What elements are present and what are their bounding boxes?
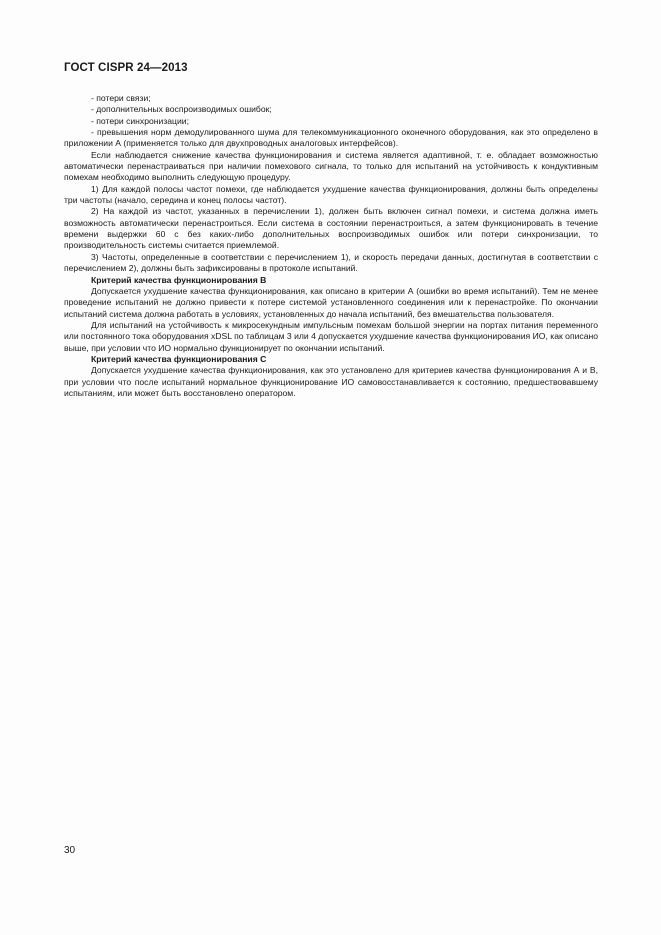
section-heading: Критерий качества функционирования С — [91, 353, 267, 364]
paragraph: - потери синхронизации; — [91, 115, 189, 126]
paragraph: 3) Частоты, определенные в соответствии с перечислением 1), и скорость передачи данных, достигнутая в соответствии с перечислением 2), должны быть зафиксированы в протоколе испытаний. — [64, 251, 598, 274]
paragraph: - потери связи; — [91, 93, 151, 103]
page-number: 30 — [64, 845, 76, 856]
paragraph: Если наблюдается снижение качества функционирования и система является адаптивной, т. е. обладает возможностью автоматически перенастраиваться при наличии помехового сигнала, то только для испытаний на устойчивость к кондуктивным помехам необходимо выполнить следующую процедуру. — [64, 149, 598, 183]
paragraph: - дополнительных воспроизводимых ошибок; — [91, 104, 272, 115]
section-heading: Критерий качества функционирования В — [91, 274, 267, 285]
document-header: ГОСТ CISPR 24—2013 — [64, 62, 188, 74]
paragraph: Допускается ухудшение качества функционирования, как описано в критерии А (ошибки во время испытаний). Тем не менее проведение испытаний не должно привести к потере системой установленного соединения или к перенастройке. По окончании испытаний система должна работать в условиях, установленных до начала испытаний, без вмешательства пользователя. — [64, 285, 598, 319]
paragraph: 1) Для каждой полосы частот помехи, где наблюдается ухудшение качества функционирования, должны быть определены три частоты (начало, середина и конец полосы частот). — [64, 183, 598, 206]
paragraph: Допускается ухудшение качества функционирования, как это установлено для критериев качества функционирования А и В, при условии что после испытаний нормальное функционирование ИО самовосстанавливается к состоянию, предшествовавшему испытаниям, или может быть восстановлено оператором. — [64, 365, 598, 398]
paragraph: 2) На каждой из частот, указанных в перечислении 1), должен быть включен сигнал помехи, и система должна иметь возможность автоматически перенастроиться. Если система в состоянии перенастроиться, а затем функционировать в течение времени выдержки 60 с без каких-либо дополнительных воспроизводимых ошибок или потери синхронизации, то производительность системы считается приемлемой. — [64, 206, 598, 251]
paragraph: Для испытаний на устойчивость к микросекундным импульсным помехам большой энергии на портах питания переменного или постоянного тока оборудования xDSL по таблицам 3 или 4 допускается ухудшение качества функционирования ИО, как описано выше, при условии что ИО нормально функционирует по окончании испытаний. — [64, 319, 598, 353]
paragraph: - превышения норм демодулированного шума для телекоммуникационного оконечного оборудования, как это определено в приложении А (применяется только для двухпроводных аналоговых интерфейсов). — [64, 127, 598, 149]
document-body — [64, 93, 598, 399]
